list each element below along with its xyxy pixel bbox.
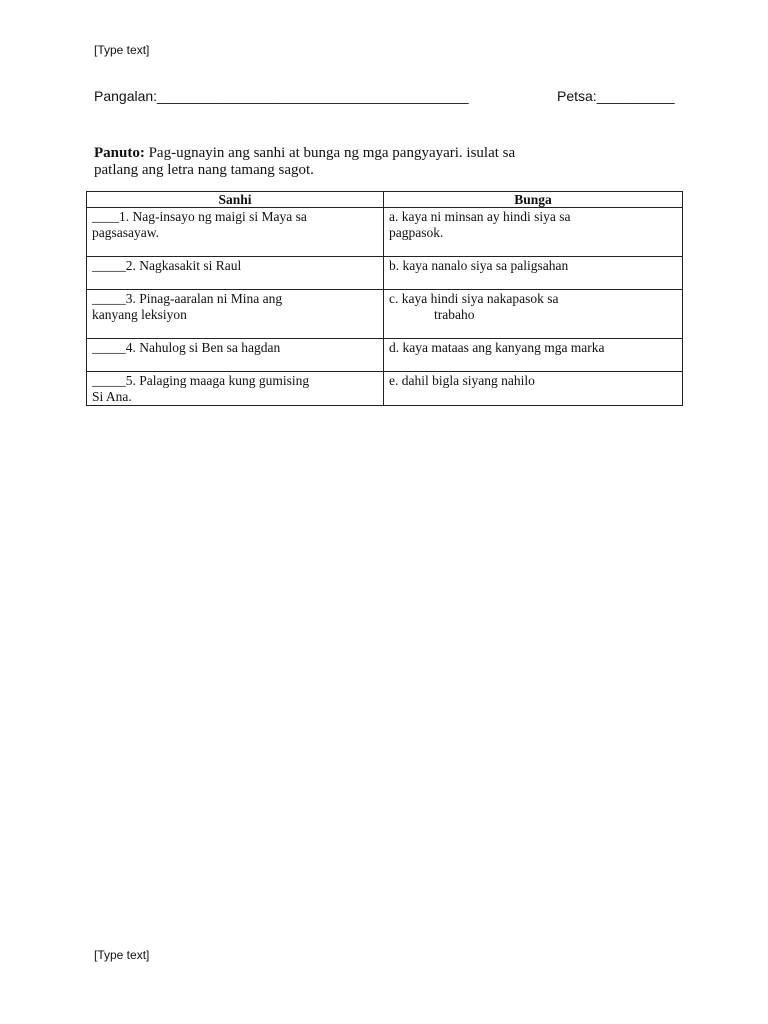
table-row: [87, 257, 683, 290]
cause-cell: [87, 208, 384, 257]
effect-text-line-1: c. kaya hindi siya nakapasok sa: [389, 291, 559, 306]
effect-text-line-2: pagpasok.: [389, 225, 444, 240]
cause-text-line-1: _____3. Pinag-aaralan ni Mina ang: [92, 291, 283, 306]
effect-text-line-1: b. kaya nanalo siya sa paligsahan: [389, 258, 569, 273]
instructions-line-2: patlang ang letra nang tamang sagot.: [94, 162, 314, 178]
cause-text-line-1: _____2. Nagkasakit si Raul: [92, 258, 242, 273]
effect-text-line-2: trabaho: [434, 307, 475, 322]
cause-text-line-2: pagsasayaw.: [92, 225, 159, 240]
table-row: [87, 290, 683, 339]
page-header-text: [Type text]: [94, 43, 150, 57]
cause-text-line-1: _____4. Nahulog si Ben sa hagdan: [92, 340, 281, 355]
column-header-sanhi: Sanhi: [87, 192, 384, 208]
instructions-label: Panuto:: [94, 145, 145, 161]
effect-cell: [384, 208, 683, 257]
cause-cell: [87, 257, 384, 290]
cause-cell: [87, 290, 384, 339]
instructions-line-1: Pag-ugnayin ang sanhi at bunga ng mga pangyayari. isulat sa: [144, 145, 516, 161]
effect-cell: [384, 339, 683, 372]
effect-text-line-1: e. dahil bigla siyang nahilo: [389, 373, 535, 388]
effect-cell: [384, 257, 683, 290]
cause-cell: [87, 339, 384, 372]
cause-effect-table: [86, 191, 683, 406]
table-row: [87, 208, 683, 257]
cause-text-line-1: ____1. Nag-insayo ng maigi si Maya sa: [92, 209, 307, 224]
cause-text-line-1: _____5. Palaging maaga kung gumising: [92, 373, 310, 388]
table-row: [87, 339, 683, 372]
cause-cell: [87, 372, 384, 406]
cause-text-line-2: Si Ana.: [92, 389, 132, 404]
name-field-label: Pangalan:________________________________________: [94, 88, 469, 104]
instructions: [94, 145, 654, 179]
cause-text-line-2: kanyang leksiyon: [92, 307, 187, 322]
effect-cell: [384, 290, 683, 339]
effect-text-line-1: a. kaya ni minsan ay hindi siya sa: [389, 209, 571, 224]
date-field-label: Petsa:__________: [557, 88, 675, 104]
name-date-row: [94, 88, 674, 104]
column-header-bunga: Bunga: [384, 192, 683, 208]
page-footer-text: [Type text]: [94, 948, 150, 962]
effect-cell: [384, 372, 683, 406]
table-row: [87, 372, 683, 406]
table-header-row: [87, 192, 683, 208]
effect-text-line-1: d. kaya mataas ang kanyang mga marka: [389, 340, 605, 355]
